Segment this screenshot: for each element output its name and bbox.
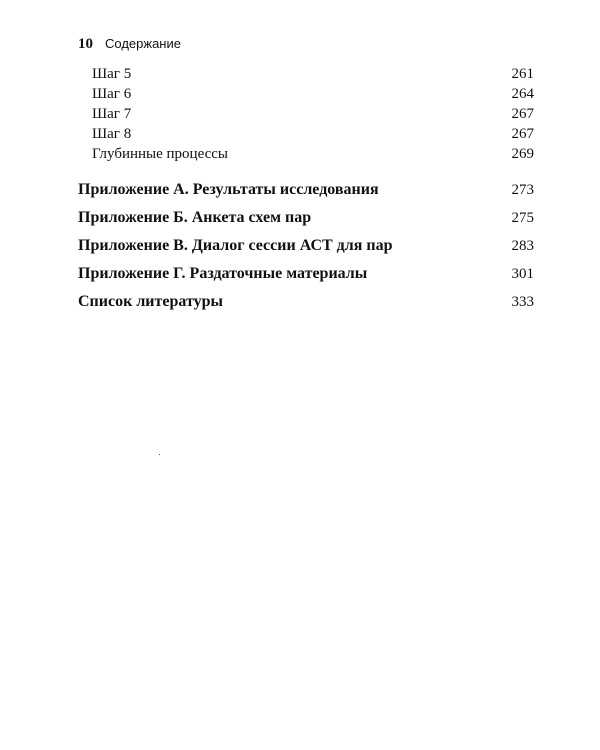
toc-entry-title: Список литературы	[78, 293, 223, 310]
toc-entry-appendix-g	[78, 265, 534, 293]
toc-entry-step-8	[78, 126, 534, 146]
toc-entry-appendix-a	[78, 181, 534, 209]
running-header	[78, 36, 181, 53]
toc-entry-page: 275	[511, 210, 534, 226]
toc-entry-page: 264	[511, 86, 534, 102]
toc-entry-page: 301	[511, 266, 534, 282]
toc-entry-title: Глубинные процессы	[92, 146, 229, 162]
toc-entry-appendix-b	[78, 209, 534, 237]
toc-entry-appendix-v	[78, 237, 534, 265]
toc-entry-step-7	[78, 106, 534, 126]
toc-entry-step-6	[78, 86, 534, 106]
toc-entry-title: Приложение Б. Анкета схем пар	[78, 209, 312, 226]
page-number: 10	[78, 36, 93, 52]
toc-entry-references	[78, 293, 534, 321]
toc-entry-step-5	[78, 66, 534, 86]
toc-entry-title: Приложение Г. Раздаточные материалы	[78, 265, 368, 282]
toc-entry-page: 273	[511, 182, 534, 198]
toc-entry-deep-processes	[78, 146, 534, 166]
toc-entry-title: Приложение В. Диалог сессии АСТ для пар	[78, 237, 393, 254]
toc-entry-title: Приложение А. Результаты исследования	[78, 181, 379, 198]
toc-entry-page: 267	[511, 126, 534, 142]
toc-entry-title: Шаг 7	[92, 106, 132, 122]
toc-entry-page: 333	[511, 294, 534, 310]
toc-entry-page: 261	[511, 66, 534, 82]
section-title: Содержание	[105, 36, 181, 51]
toc-entry-page: 283	[511, 238, 534, 254]
toc-entry-title: Шаг 8	[92, 126, 132, 142]
print-speck	[159, 454, 160, 455]
table-of-contents	[78, 66, 534, 321]
toc-entry-title: Шаг 5	[92, 66, 132, 82]
toc-entry-title: Шаг 6	[92, 86, 132, 102]
toc-entry-page: 267	[511, 106, 534, 122]
toc-entry-page: 269	[511, 146, 534, 162]
